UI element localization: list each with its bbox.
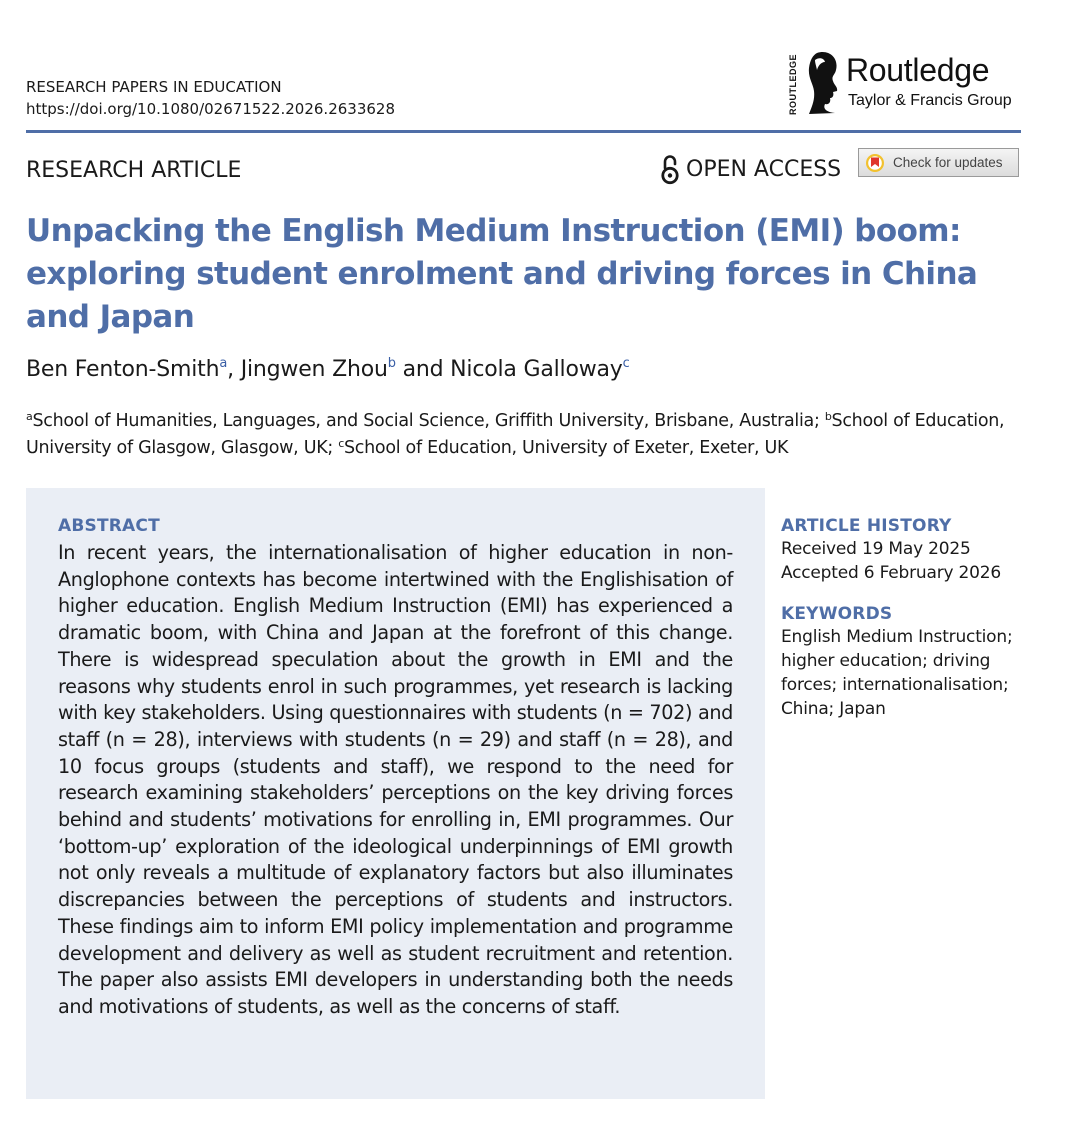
journal-info	[26, 76, 395, 120]
affiliation-mark: b	[824, 410, 832, 423]
history-heading: ARTICLE HISTORY	[781, 516, 952, 536]
author-list	[26, 354, 630, 386]
open-lock-icon	[660, 155, 680, 185]
article-sidebar	[781, 515, 1061, 721]
affiliation-mark: a	[26, 410, 33, 423]
affiliation-text: School of Education, University of Glasgow, Glasgow, UK;	[26, 411, 1005, 458]
author-name[interactable]: Jingwen Zhou	[240, 357, 388, 382]
abstract-panel	[26, 488, 765, 1099]
affiliation-mark[interactable]: c	[622, 356, 630, 371]
publisher-group: Taylor & Francis Group	[848, 92, 1012, 109]
affiliation-mark[interactable]: a	[219, 356, 228, 371]
check-updates-label: Check for updates	[893, 155, 1003, 170]
affiliation-text: School of Education, University of Exeter, Exeter, UK	[344, 438, 789, 458]
check-updates-button[interactable]	[858, 148, 1019, 177]
affiliation-mark[interactable]: b	[387, 356, 396, 371]
affiliations	[26, 408, 1031, 462]
affiliation-text: School of Humanities, Languages, and Social Science, Griffith University, Brisbane, Australia;	[32, 411, 825, 431]
article-title: Unpacking the English Medium Instruction (EMI) boom: exploring student enrolment and driving forces in China and Japan	[26, 213, 978, 335]
crossmark-icon	[865, 153, 885, 173]
keywords-list: English Medium Instruction; higher education; driving forces; internationalisation; China; Japan	[781, 627, 1013, 719]
publisher-vertical-mark: ROUTLEDGE	[788, 53, 798, 115]
author-separator: and	[395, 357, 451, 382]
publisher-name: Routledge	[846, 52, 990, 88]
doi-link[interactable]: https://doi.org/10.1080/02671522.2026.2633628	[26, 100, 396, 118]
journal-name: RESEARCH PAPERS IN EDUCATION	[26, 78, 282, 96]
author-name[interactable]: Ben Fenton-Smith	[26, 357, 220, 382]
open-access-label: OPEN ACCESS	[686, 157, 842, 182]
article-type: RESEARCH ARTICLE	[26, 158, 242, 183]
abstract-heading: ABSTRACT	[58, 516, 160, 536]
routledge-head-icon	[803, 50, 843, 116]
received-date: Received 19 May 2025	[781, 539, 971, 559]
author-name[interactable]: Nicola Galloway	[450, 357, 623, 382]
affiliation-mark: c	[338, 437, 344, 450]
open-access-badge	[660, 154, 841, 186]
header-divider	[26, 130, 1021, 133]
author-separator: ,	[227, 357, 241, 382]
keywords-heading: KEYWORDS	[781, 604, 893, 624]
accepted-date: Accepted 6 February 2026	[781, 563, 1002, 583]
abstract-text: In recent years, the internationalisation of higher education in non-Anglophone contexts has become intertwined with the Englishisation of higher education. English Medium Instruction (EMI) has experienced a dramatic boom, with China and Japan at the forefront of this change. There is widespread speculation about the growth in EMI and the reasons why students enrol in such programmes, yet research is lacking with key stakeholders. Using questionnaires with students (n = 702) and staff (n = 28), interviews with students (n = 29) and staff (n = 28), and 10 focus groups (students and staff), we respond to the need for research examining stakeholders’ perceptions on the key driving forces behind and students’ motivations for enrolling in, EMI programmes. Our ‘bottom-up’ exploration of the ideological underpinnings of EMI growth not only reveals a multitude of explanatory factors but also illuminates discrepancies between the perceptions of students and instructors. These findings aim to inform EMI policy implementation and programme development and delivery as well as student recruitment and retention. The paper also assists EMI developers in understanding both the needs and motivations of students, as well as the concerns of staff.	[58, 541, 733, 1018]
publisher-logo[interactable]	[788, 50, 1028, 120]
